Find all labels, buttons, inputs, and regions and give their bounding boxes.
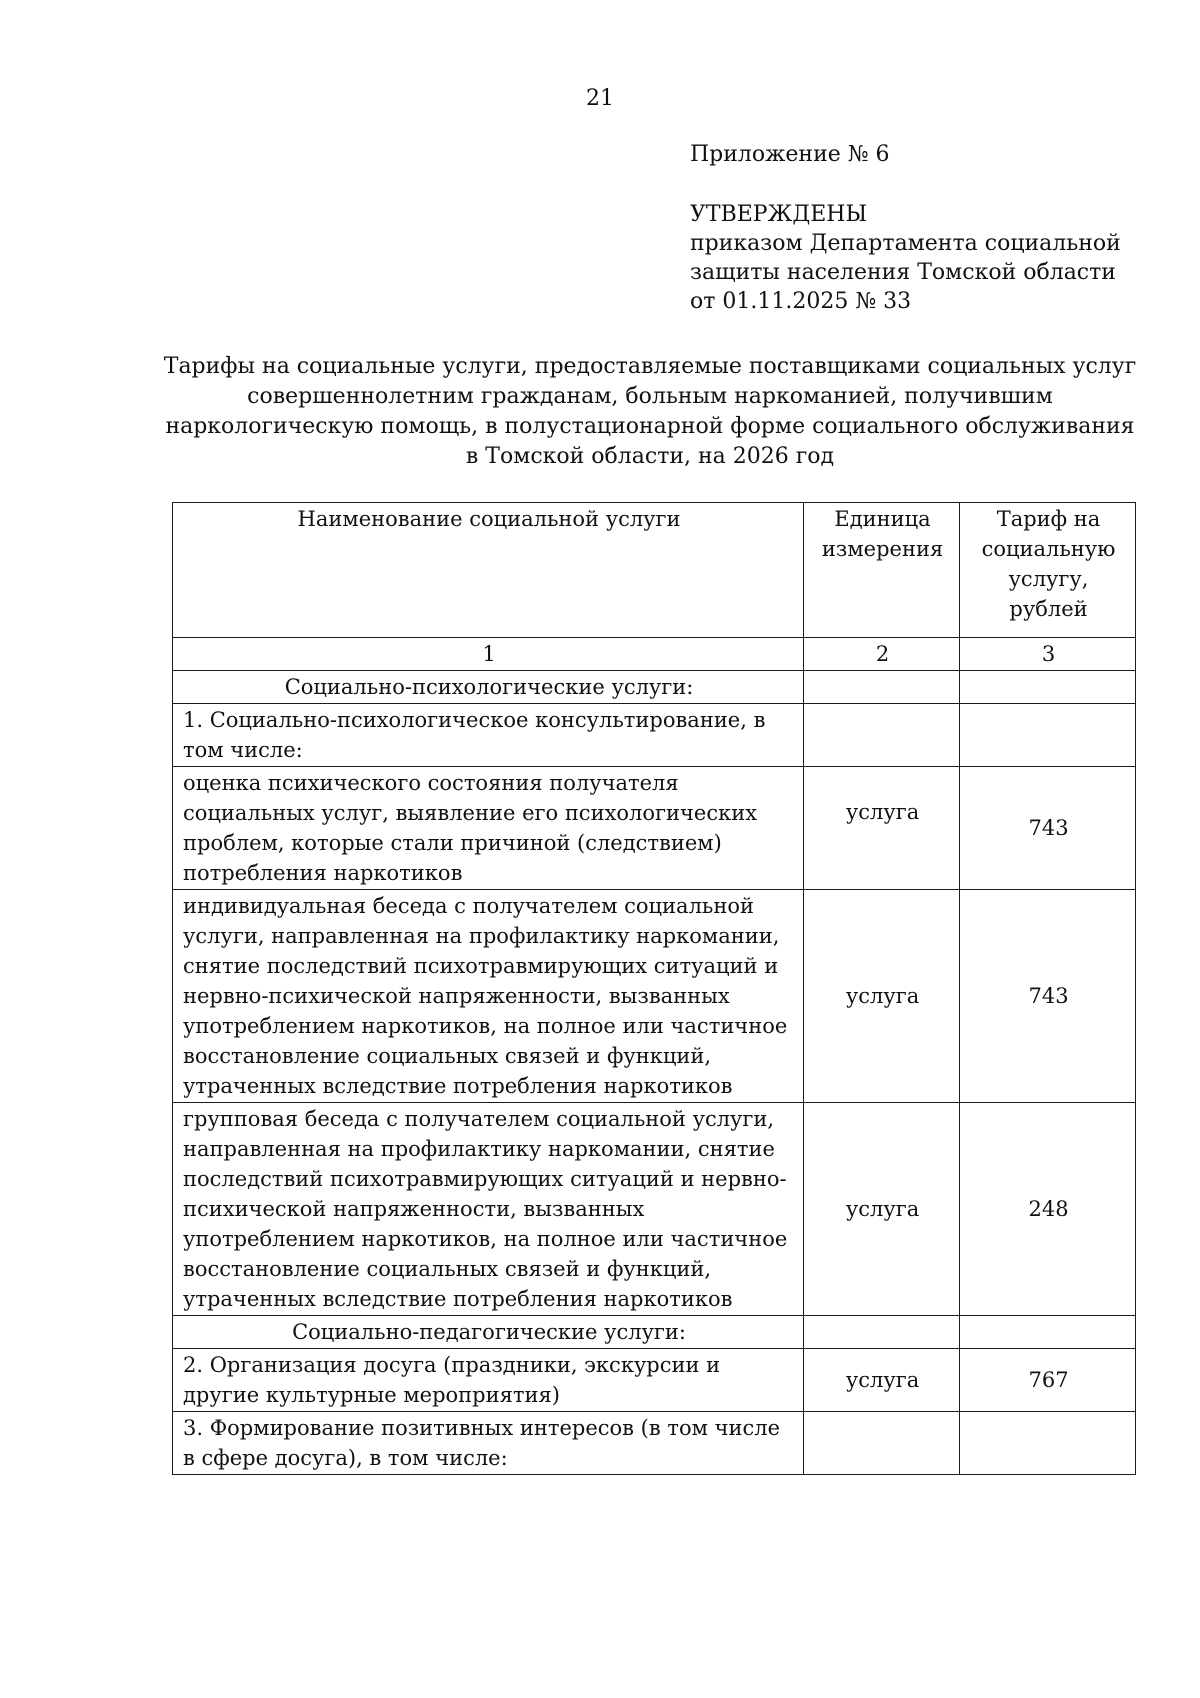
page-number: 21 — [586, 86, 614, 111]
title-line: наркологическую помощь, в полустационарной форме социального обслуживания — [165, 414, 1135, 439]
header-tariff: Тариф на социальную услугу, рублей — [960, 503, 1136, 638]
service-name-cell: 2. Организация досуга (праздники, экскурсии и другие культурные мероприятия) — [173, 1349, 804, 1412]
title-line: совершеннолетним гражданам, больным наркоманией, получившим — [247, 384, 1053, 409]
unit-cell: услуга — [804, 767, 960, 890]
tariff-cell — [960, 1412, 1136, 1475]
approval-heading: УТВЕРЖДЕНЫ — [690, 202, 868, 227]
approval-line: защиты населения Томской области — [690, 260, 1116, 285]
approval-line: приказом Департамента социальной — [690, 231, 1121, 256]
unit-cell — [804, 1412, 960, 1475]
table-row — [173, 890, 1136, 1103]
tariff-cell — [960, 704, 1136, 767]
column-number: 2 — [804, 638, 960, 671]
unit-cell: услуга — [804, 1103, 960, 1316]
header-service-name: Наименование социальной услуги — [173, 503, 804, 638]
table-row — [173, 767, 1136, 890]
unit-cell — [804, 671, 960, 704]
column-number: 1 — [173, 638, 804, 671]
section-title: Социально-педагогические услуги: — [173, 1316, 804, 1349]
title-line: в Томской области, на 2026 год — [465, 444, 835, 469]
column-number-row — [173, 638, 1136, 671]
service-name-cell: групповая беседа с получателем социальной услуги, направленная на профилактику наркомании, снятие последствий психотравмирующих ситуаций и нервно-психической напряженности, вызванных употреблением наркотиков, на полное или частичное восстановление социальных связей и функций, утраченных вследствие потребления наркотиков — [173, 1103, 804, 1316]
unit-cell — [804, 704, 960, 767]
tariff-cell: 248 — [960, 1103, 1136, 1316]
unit-cell: услуга — [804, 890, 960, 1103]
tariff-cell: 743 — [960, 890, 1136, 1103]
service-name-cell: индивидуальная беседа с получателем социальной услуги, направленная на профилактику наркомании, снятие последствий психотравмирующих ситуаций и нервно-психической напряженности, вызванных употреблением наркотиков, на полное или частичное восстановление социальных связей и функций, утраченных вследствие потребления наркотиков — [173, 890, 804, 1103]
service-name-cell: 1. Социально-психологическое консультирование, в том числе: — [173, 704, 804, 767]
approval-line: от 01.11.2025 № 33 — [690, 289, 912, 314]
title-line: Тарифы на социальные услуги, предоставляемые поставщиками социальных услуг — [163, 354, 1137, 379]
table-row — [173, 1412, 1136, 1475]
table-row-section — [173, 671, 1136, 704]
column-number: 3 — [960, 638, 1136, 671]
table-row — [173, 1349, 1136, 1412]
document-title — [160, 352, 1140, 472]
appendix-label: Приложение № 6 — [690, 142, 890, 167]
table-row-section — [173, 1316, 1136, 1349]
unit-cell — [804, 1316, 960, 1349]
service-name-cell: 3. Формирование позитивных интересов (в том числе в сфере досуга), в том числе: — [173, 1412, 804, 1475]
approval-block — [690, 200, 1121, 316]
header-unit: Единица измерения — [804, 503, 960, 638]
service-name-cell: оценка психического состояния получателя социальных услуг, выявление его психологических проблем, которые стали причиной (следствием) потребления наркотиков — [173, 767, 804, 890]
table-row — [173, 704, 1136, 767]
table-header-row — [173, 503, 1136, 638]
table-row — [173, 1103, 1136, 1316]
tariffs-table — [172, 502, 1136, 1475]
tariff-cell — [960, 671, 1136, 704]
tariff-cell — [960, 1316, 1136, 1349]
section-title: Социально-психологические услуги: — [173, 671, 804, 704]
tariff-cell: 743 — [960, 767, 1136, 890]
unit-cell: услуга — [804, 1349, 960, 1412]
tariff-cell: 767 — [960, 1349, 1136, 1412]
